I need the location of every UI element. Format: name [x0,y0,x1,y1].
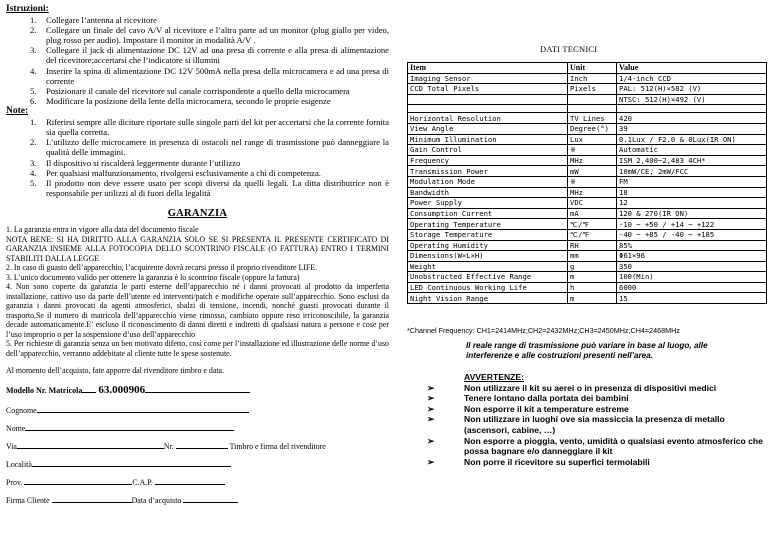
cap-field[interactable] [155,476,225,485]
spec-value: 1/4-inch CCD [617,73,767,84]
avvertenza-text: Non esporre il kit a temperature estreme [464,403,629,414]
istruzioni-step [6,66,389,86]
spec-row [408,123,767,134]
spec-unit: Pixels [568,84,617,95]
note-item [6,178,389,198]
spec-unit: mm [568,251,617,262]
spec-row [408,155,767,166]
arrow-bullet-icon: ➢ [427,382,435,393]
spec-header-row [408,63,767,74]
spec-value: -40 ~ +85 / -40 ~ +185 [617,229,767,240]
spec-unit: mA [568,208,617,219]
step-number: 6. [30,96,37,107]
spec-unit: VDC [568,198,617,209]
istruzioni-step [6,86,389,96]
spec-row [408,134,767,145]
nome-field[interactable] [25,422,234,431]
spec-item [408,94,568,105]
spec-unit: Inch [568,73,617,84]
spec-unit: Degree(°) [568,123,617,134]
spec-item: Frequency [408,155,568,166]
spec-value: 85% [617,240,767,251]
avvertenza-item [427,436,763,457]
modello-label: Modello Nr. Matricola [6,385,83,395]
spec-row [408,261,767,272]
spec-value: NTSC: 512(H)×492 (V) [617,94,767,105]
left-column [6,4,389,512]
spec-row [408,272,767,283]
istruzioni-title: Istruzioni: [6,4,49,14]
spec-header-unit: Unit [568,63,617,74]
avvertenza-text: Non utilizzare in luoghi ove sia massiccia la presenza di metallo (ascensori, cabine, …) [464,414,725,435]
spec-unit: mW [568,166,617,177]
step-text: Inserire la spina di alimentazione DC 12V 500mA nella presa della microcamera e ad una presa di corrente [46,65,389,86]
spec-row [408,166,767,177]
range-note: Il reale range di trasmissione può variare in base al luogo, alle interferenze e alle costruzioni presenti nell’area. [466,341,708,361]
spec-unit: TV Lines [568,113,617,124]
note-number: 2. [30,137,37,148]
prov-label: Prov. [6,477,23,487]
step-text: Collegare l’antenna al ricevitore [46,14,157,25]
spec-row [408,105,767,113]
note-text: Il dispositivo si riscalderà leggermente durante l’utilizzo [46,157,241,168]
step-text: Posizionare il canale del ricevitore sul canale corrispondente a quello della microcamera [46,85,350,96]
spec-unit: ℃/℉ [568,229,617,240]
spec-value: 39 [617,123,767,134]
spec-row [408,282,767,293]
step-number: 2. [30,24,37,35]
note-item [6,168,389,178]
spec-value: 6000 [617,282,767,293]
localita-label: Località [6,459,32,469]
avvertenza-text: Tenere lontano dalla portata dei bambini [464,393,629,404]
step-text: Collegare un finale del cavo A/V al ricevitore e l’altra parte ad un monitor (plug giallo per video, plug rosso per audio). Impostare il monitor in modalità A/V . [46,24,389,45]
avvertenza-text: Non porre il ricevitore su superfici termolabili [464,456,650,467]
warranty-form [6,384,389,512]
data-acquisto-field[interactable] [183,494,238,503]
spec-unit: MHz [568,155,617,166]
avvertenza-item [427,404,763,415]
spec-value: Φ61×96 [617,251,767,262]
garanzia-paragraph: 5. Per richieste di garanzia senza un ben motivato difetto, così come per l’installazione ed illustrazione delle norme d’uso dell’apparecchio, verranno addebitate al cliente tutte le spese sostenute. [6,339,390,358]
timbro-label: Timbro e firma del rivenditore [229,441,326,451]
spec-value: 420 [617,113,767,124]
note-item [6,137,389,157]
via-label: Via [6,441,17,451]
dati-tecnici-title: DATI TECNICI [540,44,598,54]
spec-unit: Lux [568,134,617,145]
step-number: 3. [30,45,37,56]
spec-header-item: Item [408,63,568,74]
step-text: Collegare il jack di alimentazione DC 12V ad una presa di corrente e alla presa di alimentazione del ricevitore;accertarsi che l’indicatore si illumini [46,45,389,66]
spec-item: Gain Control [408,145,568,156]
step-number: 5. [30,85,37,96]
note-number: 1. [30,116,37,127]
spec-item: Night Vision Range [408,293,568,304]
istruzioni-step [6,15,389,25]
avvertenze-section [427,372,763,467]
spec-row [408,187,767,198]
garanzia-title: GARANZIA [167,208,228,220]
spec-row [408,219,767,230]
step-text: Modificare la posizione della lente della microcamera, secondo le proprie esigenze [46,96,331,107]
spec-unit: h [568,282,617,293]
localita-field[interactable] [32,458,231,467]
spec-item: Bandwidth [408,187,568,198]
nr-field[interactable] [176,440,228,449]
cap-label: C.A.P. [132,477,153,487]
arrow-bullet-icon: ➢ [427,435,435,446]
note-text: L’utilizzo delle microcamere in presenza di ostacoli nel range di trasmissione può danneggiare la qualità delle immagini. [46,137,389,158]
spec-item: Operating Temperature [408,219,568,230]
spec-value: FM [617,176,767,187]
garanzia-paragraph: 1. La garanzia entra in vigore alla data del documento fiscale [6,225,199,235]
spec-item: LED Continuous Working Life [408,282,568,293]
note-title: Note: [6,106,29,117]
firma-label: Firma Cliente [6,495,50,505]
istruzioni-step [6,45,389,65]
channel-footnote: *Channel Frequency: CH1=2414MHz;CH2=2432MHz;CH3=2450MHz;CH4=2468MHz [407,326,680,335]
spec-item: View Angle [408,123,568,134]
spec-unit: ※ [568,145,617,156]
data-acquisto-label: Data d’acquisto [131,495,182,505]
note-number: 4. [30,167,37,178]
step-number: 4. [30,65,37,76]
spec-unit: m [568,293,617,304]
garanzia-text [6,225,389,358]
spec-row [408,240,767,251]
istruzioni-step [6,96,389,106]
spec-row [408,293,767,304]
arrow-bullet-icon: ➢ [427,393,435,404]
spec-row [408,176,767,187]
spec-unit: ℃/℉ [568,219,617,230]
arrow-bullet-icon: ➢ [427,403,435,414]
spec-unit: g [568,261,617,272]
arrow-bullet-icon: ➢ [427,414,435,425]
note-number: 5. [30,178,37,189]
avvertenza-item [427,383,763,394]
spec-value: 18 [617,187,767,198]
spec-item: Imaging Sensor [408,73,568,84]
note-list [6,117,389,199]
step-number: 1. [30,14,37,25]
spec-value: PAL: 512(H)×582 (V) [617,84,767,95]
avvertenza-item [427,414,763,435]
avvertenza-text: Non utilizzare il kit su aerei o in presenza di dispositivi medici [464,382,717,393]
spec-row [408,251,767,262]
avvertenza-item [427,457,763,468]
spec-unit: ※ [568,176,617,187]
spec-value: -10 ~ +50 / +14 ~ +122 [617,219,767,230]
spec-unit: m [568,272,617,283]
spec-item [408,105,568,113]
spec-row [408,94,767,105]
note-text: Il prodotto non deve essere usato per scopi diversi da quelli legali. La ditta distributrice non è responsabile per utilizzi al di fuori della legalità [46,178,389,199]
avvertenza-item [427,393,763,404]
istruzioni-list [6,15,389,107]
garanzia-paragraph: NOTA BENE: SI HA DIRITTO ALLA GARANZIA SOLO SE SI PRESENTA IL PRESENTE CERTIFICATO DI GARANZIA INSIEME ALLA FOTOCOPIA DELLO SCONTRINO FISCALE (O FATTURA) ENTRO I TERMINI STABILITI DALLA LEGGE [6,234,389,263]
cognome-label: Cognome [6,405,37,415]
spec-item: Transmission Power [408,166,568,177]
avvertenza-text: Non esporre a pioggia, vento, umidità o qualsiasi evento atmosferico che possa bagnare e/o danneggiare il kit [464,435,763,457]
spec-unit [568,94,617,105]
spec-value: 10mW/CE, 2mW/FCC [617,166,767,177]
spec-item: Operating Humidity [408,240,568,251]
spec-item: Minimum Illumination [408,134,568,145]
spec-value: 0.1Lux / F2.0 & 0Lux(IR ON) [617,134,767,145]
spec-item: CCD Total Pixels [408,84,568,95]
spec-item: Horizontal Resolution [408,113,568,124]
garanzia-paragraph: 2. In caso di guasto dell’apparecchio, l’acquirente dovrà recarsi presso il proprio rivenditore LIFE. [6,263,318,273]
acquisto-note: Al momento dell’acquisto, fate apporre dal rivenditore timbro e data. [6,366,225,376]
via-field[interactable] [17,440,164,449]
cognome-field[interactable] [37,404,249,413]
garanzia-paragraph: 3. L’unico documento valido per ottenere la garanzia è lo scontrino fiscale (oppure la fattura) [6,272,300,282]
spec-row [408,208,767,219]
nome-label: Nome [6,423,26,433]
spec-unit: RH [568,240,617,251]
spec-value: 100(Min) [617,272,767,283]
firma-field[interactable] [52,494,132,503]
arrow-bullet-icon: ➢ [427,456,435,467]
spec-item: Storage Temperature [408,229,568,240]
prov-field[interactable] [24,476,132,485]
avvertenze-list [427,383,763,468]
spec-row [408,113,767,124]
istruzioni-step [6,25,389,45]
spec-header-value: Value [617,63,767,74]
note-number: 3. [30,157,37,168]
note-item [6,117,389,137]
spec-item: Weight [408,261,568,272]
spec-unit: MHz [568,187,617,198]
spec-item: Unobstructed Effective Range [408,272,568,283]
spec-value: 12 [617,198,767,209]
note-text: Riferirsi sempre alle diciture riportate sulle singole parti del kit per accertarsi che la corrente fornita sia quella corretta. [46,116,389,138]
spec-value: 120 & 270(IR ON) [617,208,767,219]
spec-item: Power Supply [408,198,568,209]
spec-item: Modulation Mode [408,176,568,187]
spec-value: ISM 2,400~2,483 4CH* [617,155,767,166]
spec-value: 350 [617,261,767,272]
spec-row [408,198,767,209]
spec-table [407,62,767,304]
garanzia-paragraph: 4. Non sono coperte da garanzia le parti esterne dell’apparecchio né i danni provocati al prodotto da imperfetta installazione, cattivo uso da parte dell’utente ed interventi/patch e modifiche operate sull’apparecchio. Sono esclusi da garanzia i danni provocati da agenti atmosferici, sbalzi di tensione, incendi, nonché guasti provocati durante il trasporto.Se il numero di matricola dell’apparecchio viene rimosso, cambiato oppure reso irriconoscibile, la garanzia decade automaticamente.E’ escluso il riconoscimento di danni diretti e indiretti di qualsiasi natura a persone e cose per l’uso improprio o per la sospensione d’uso dell’apparecchio [6,282,389,339]
spec-row [408,84,767,95]
spec-item: Dimensions(W×L×H) [408,251,568,262]
note-item [6,158,389,168]
note-text: Per qualsiasi malfunzionamento, rivolgersi esclusivamente a chi di competenza. [46,167,321,178]
spec-value: 15 [617,293,767,304]
matricola-value: 63.000906 [98,383,146,396]
spec-value: Automatic [617,145,767,156]
avvertenze-title: AVVERTENZE: [464,372,525,382]
spec-row [408,145,767,156]
spec-value [617,105,767,113]
spec-unit [568,105,617,113]
spec-item: Consumption Current [408,208,568,219]
spec-row [408,229,767,240]
spec-row [408,73,767,84]
nr-label: Nr. [163,441,174,451]
